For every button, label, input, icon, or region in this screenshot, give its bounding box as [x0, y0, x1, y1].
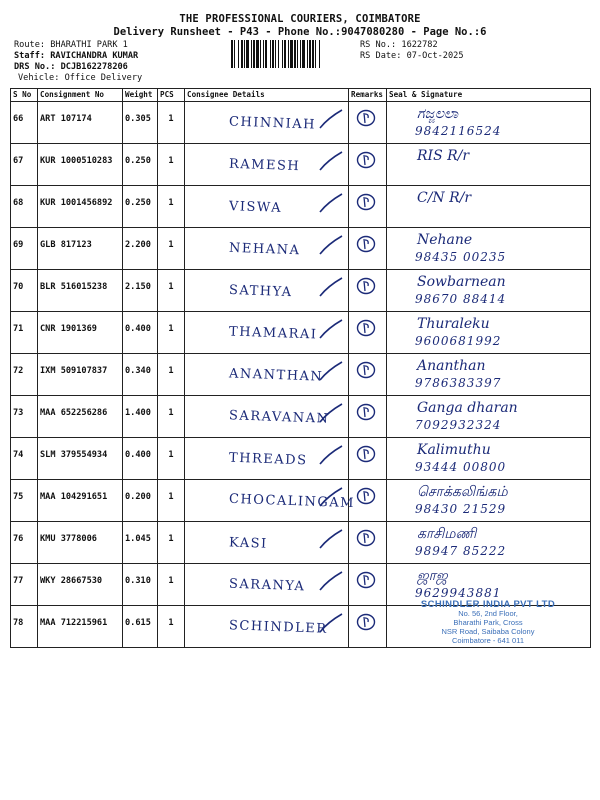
remarks-cell [349, 270, 387, 312]
company-seal-stamp [413, 600, 563, 645]
stamp-line: NSR Road, Saibaba Colony [441, 627, 535, 636]
consignee-cell [185, 144, 349, 186]
drs-value: DCJB162278206 [60, 62, 128, 72]
consignment-no-cell: MAA 652256286 [38, 396, 123, 438]
remarks-cell [349, 186, 387, 228]
rs-no-line [360, 40, 438, 50]
signature-handwritten: ಗಜ್ಜಲಲಾ [417, 106, 459, 122]
sno-cell: 69 [11, 228, 38, 270]
consignee-cell [185, 396, 349, 438]
col-header-signature: Seal & Signature [387, 89, 591, 102]
route-line [14, 40, 128, 50]
tick-mark-icon [316, 568, 346, 596]
signature-cell [387, 480, 591, 522]
sno-cell: 66 [11, 102, 38, 144]
staff-label: Staff: [14, 51, 46, 61]
stamp-line: Bharathi Park, Cross [453, 618, 523, 627]
stamp-line: SCHINDLER INDIA PVT LTD [420, 599, 556, 610]
sno-cell: 71 [11, 312, 38, 354]
consignment-no-cell: KUR 1000510283 [38, 144, 123, 186]
remarks-cell [349, 102, 387, 144]
table-row [11, 144, 591, 186]
tick-mark-icon [316, 442, 346, 470]
table-row [11, 354, 591, 396]
pcs-cell: 1 [158, 144, 185, 186]
weight-cell: 0.400 [123, 312, 158, 354]
pcs-cell: 1 [158, 312, 185, 354]
signature-handwritten: Kalimuthu [417, 442, 491, 458]
pcs-cell: 1 [158, 522, 185, 564]
signature-phone-handwritten: 93444 00800 [415, 460, 507, 474]
pcs-cell: 1 [158, 480, 185, 522]
signature-cell [387, 144, 591, 186]
consignee-name-handwritten: NEHANA [228, 240, 301, 259]
sno-cell: 77 [11, 564, 38, 606]
signature-cell [387, 599, 591, 648]
consignee-cell [185, 522, 349, 564]
signature-handwritten: சொக்கலிங்கம் [417, 484, 508, 500]
table-row [11, 480, 591, 522]
consignment-no-cell: BLR 516015238 [38, 270, 123, 312]
consignee-name-handwritten: RAMESH [228, 156, 301, 175]
consignee-name-handwritten: CHOCALINGAM [228, 491, 356, 512]
table-row [11, 522, 591, 564]
consignee-cell [185, 102, 349, 144]
remark-circle-icon [356, 234, 376, 254]
tick-mark-icon [316, 274, 346, 302]
sno-cell: 74 [11, 438, 38, 480]
col-header-weight: Weight [123, 89, 158, 102]
consignee-name-handwritten: SATHYA [228, 282, 293, 301]
consignee-cell [185, 480, 356, 522]
remarks-cell [349, 396, 387, 438]
stamp-line: No. 56, 2nd Floor, [458, 609, 518, 618]
remark-circle-icon [356, 444, 376, 464]
rs-date-label: RS Date: [360, 51, 402, 61]
consignee-name-handwritten: SARAVANAN [228, 408, 330, 427]
table-row [11, 228, 591, 270]
weight-cell: 0.400 [123, 438, 158, 480]
remarks-cell [349, 564, 387, 606]
runsheet-subtitle: Delivery Runsheet - P43 - Phone No.:9047080280 - Page No.:6 [113, 26, 487, 38]
tick-mark-icon [316, 484, 346, 512]
table-row [11, 312, 591, 354]
consignee-cell [185, 564, 349, 606]
remark-circle-icon [356, 570, 376, 590]
runsheet-table [10, 88, 591, 648]
remark-circle-icon [356, 318, 376, 338]
table-header-row [11, 89, 591, 102]
pcs-cell: 1 [158, 102, 185, 144]
signature-cell [387, 522, 591, 564]
weight-cell: 2.150 [123, 270, 158, 312]
sno-cell: 72 [11, 354, 38, 396]
signature-handwritten: Sowbarnean [417, 274, 506, 290]
barcode-image [231, 40, 357, 68]
sno-cell: 76 [11, 522, 38, 564]
signature-phone-handwritten: 98670 88414 [415, 292, 507, 306]
stamp-line: Coimbatore - 641 011 [452, 636, 524, 645]
page-title: THE PROFESSIONAL COURIERS, COIMBATORE [179, 13, 421, 25]
signature-phone-handwritten: 98947 85222 [415, 544, 507, 558]
signature-cell [387, 354, 591, 396]
remark-circle-icon [356, 612, 376, 632]
remarks-cell [349, 354, 387, 396]
consignee-name-handwritten: SARANYA [228, 576, 306, 595]
tick-mark-icon [316, 610, 346, 638]
consignee-name-handwritten: SCHINDLER [228, 618, 328, 637]
consignment-no-cell: MAA 712215961 [38, 606, 123, 648]
tick-mark-icon [316, 148, 346, 176]
pcs-cell: 1 [158, 438, 185, 480]
staff-value: RAVICHANDRA KUMAR [50, 51, 139, 61]
rs-no-value: 1622782 [401, 40, 438, 50]
signature-phone-handwritten: 98435 00235 [415, 250, 507, 264]
col-header-consignment: Consignment No [38, 89, 123, 102]
route-value: BHARATHI PARK 1 [50, 40, 128, 50]
consignee-cell [185, 438, 349, 480]
consignee-name-handwritten: THREADS [228, 450, 308, 469]
pcs-cell: 1 [158, 606, 185, 648]
consignment-no-cell: KUR 1001456892 [38, 186, 123, 228]
signature-handwritten: Ananthan [417, 358, 486, 374]
col-header-pcs: PCS [158, 89, 185, 102]
col-header-consignee: Consignee Details [185, 89, 349, 102]
table-row [11, 186, 591, 228]
pcs-cell: 1 [158, 228, 185, 270]
signature-handwritten: Nehane [417, 232, 473, 248]
signature-handwritten: C/N R/r [417, 190, 472, 206]
weight-cell: 2.200 [123, 228, 158, 270]
signature-phone-handwritten: 9842116524 [415, 124, 502, 138]
weight-cell: 1.045 [123, 522, 158, 564]
consignee-name-handwritten: CHINNIAH [228, 114, 317, 133]
remark-circle-icon [356, 192, 376, 212]
signature-cell [387, 438, 591, 480]
remark-circle-icon [356, 528, 376, 548]
remarks-cell [349, 144, 387, 186]
table-row [11, 396, 591, 438]
remarks-cell [349, 228, 387, 270]
signature-handwritten: காசிமணி [417, 526, 477, 542]
consignment-no-cell: SLM 379554934 [38, 438, 123, 480]
signature-handwritten: ஜாஜ [417, 568, 448, 584]
vehicle-label: Vehicle: [18, 73, 60, 83]
weight-cell: 0.200 [123, 480, 158, 522]
signature-cell [387, 102, 591, 144]
tick-mark-icon [316, 232, 346, 260]
consignee-cell [185, 186, 349, 228]
consignment-no-cell: ART 107174 [38, 102, 123, 144]
signature-cell [387, 396, 591, 438]
signature-phone-handwritten: 9786383397 [415, 376, 502, 390]
table-row [11, 102, 591, 144]
weight-cell: 0.615 [123, 606, 158, 648]
remark-circle-icon [356, 150, 376, 170]
vehicle-value: Office Delivery [64, 73, 143, 83]
weight-cell: 0.310 [123, 564, 158, 606]
consignee-cell [185, 228, 349, 270]
consignee-cell [185, 270, 349, 312]
remark-circle-icon [356, 108, 376, 128]
col-header-sno: S No [11, 89, 38, 102]
signature-handwritten: RIS R/r [417, 148, 470, 164]
consignment-no-cell: IXM 509107837 [38, 354, 123, 396]
weight-cell: 1.400 [123, 396, 158, 438]
weight-cell: 0.250 [123, 186, 158, 228]
pcs-cell: 1 [158, 354, 185, 396]
remark-circle-icon [356, 486, 376, 506]
remarks-cell [349, 312, 387, 354]
table-row [11, 270, 591, 312]
sno-cell: 70 [11, 270, 38, 312]
consignee-cell [185, 354, 349, 396]
consignee-name-handwritten: THAMARAI [228, 324, 318, 343]
table-row [11, 606, 591, 648]
weight-cell: 0.305 [123, 102, 158, 144]
signature-handwritten: Thuraleku [417, 316, 490, 332]
rs-date-value: 07-Oct-2025 [406, 51, 464, 61]
weight-cell: 0.340 [123, 354, 158, 396]
table-row [11, 438, 591, 480]
signature-cell [387, 270, 591, 312]
consignee-name-handwritten: VISWA [228, 199, 283, 216]
col-header-remarks: Remarks [349, 89, 387, 102]
remarks-cell [349, 438, 387, 480]
signature-cell [387, 312, 591, 354]
signature-phone-handwritten: 9629943881 [415, 586, 502, 600]
sno-cell: 68 [11, 186, 38, 228]
signature-handwritten: Ganga dharan [417, 400, 518, 416]
route-label: Route: [14, 40, 46, 50]
tick-mark-icon [316, 358, 346, 386]
weight-cell: 0.250 [123, 144, 158, 186]
pcs-cell: 1 [158, 186, 185, 228]
sno-cell: 67 [11, 144, 38, 186]
sno-cell: 78 [11, 606, 38, 648]
signature-phone-handwritten: 9600681992 [415, 334, 502, 348]
remarks-cell [349, 522, 387, 564]
remarks-cell [349, 606, 387, 648]
consignment-no-cell: KMU 3778006 [38, 522, 123, 564]
sno-cell: 75 [11, 480, 38, 522]
consignment-no-cell: MAA 104291651 [38, 480, 123, 522]
tick-mark-icon [316, 526, 346, 554]
tick-mark-icon [316, 316, 346, 344]
pcs-cell: 1 [158, 396, 185, 438]
tick-mark-icon [316, 400, 346, 428]
staff-line [14, 51, 138, 61]
vehicle-line [18, 73, 142, 83]
remark-circle-icon [356, 360, 376, 380]
consignment-no-cell: GLB 817123 [38, 228, 123, 270]
remark-circle-icon [356, 276, 376, 296]
signature-cell [387, 228, 591, 270]
tick-mark-icon [316, 190, 346, 218]
sno-cell: 73 [11, 396, 38, 438]
remark-circle-icon [356, 402, 376, 422]
consignee-name-handwritten: KASI [228, 535, 268, 552]
rs-date-line [360, 51, 464, 61]
signature-phone-handwritten: 7092932324 [415, 418, 502, 432]
pcs-cell: 1 [158, 564, 185, 606]
consignee-cell [185, 312, 349, 354]
rs-no-label: RS No.: [360, 40, 397, 50]
drs-line [14, 62, 128, 72]
consignee-name-handwritten: ANANTHAN [228, 366, 324, 385]
signature-phone-handwritten: 98430 21529 [415, 502, 507, 516]
pcs-cell: 1 [158, 270, 185, 312]
drs-label: DRS No.: [14, 62, 56, 72]
tick-mark-icon [316, 106, 346, 134]
remarks-cell [349, 480, 387, 522]
consignee-cell [185, 606, 349, 648]
consignment-no-cell: WKY 28667530 [38, 564, 123, 606]
signature-cell [387, 186, 591, 228]
consignment-no-cell: CNR 1901369 [38, 312, 123, 354]
